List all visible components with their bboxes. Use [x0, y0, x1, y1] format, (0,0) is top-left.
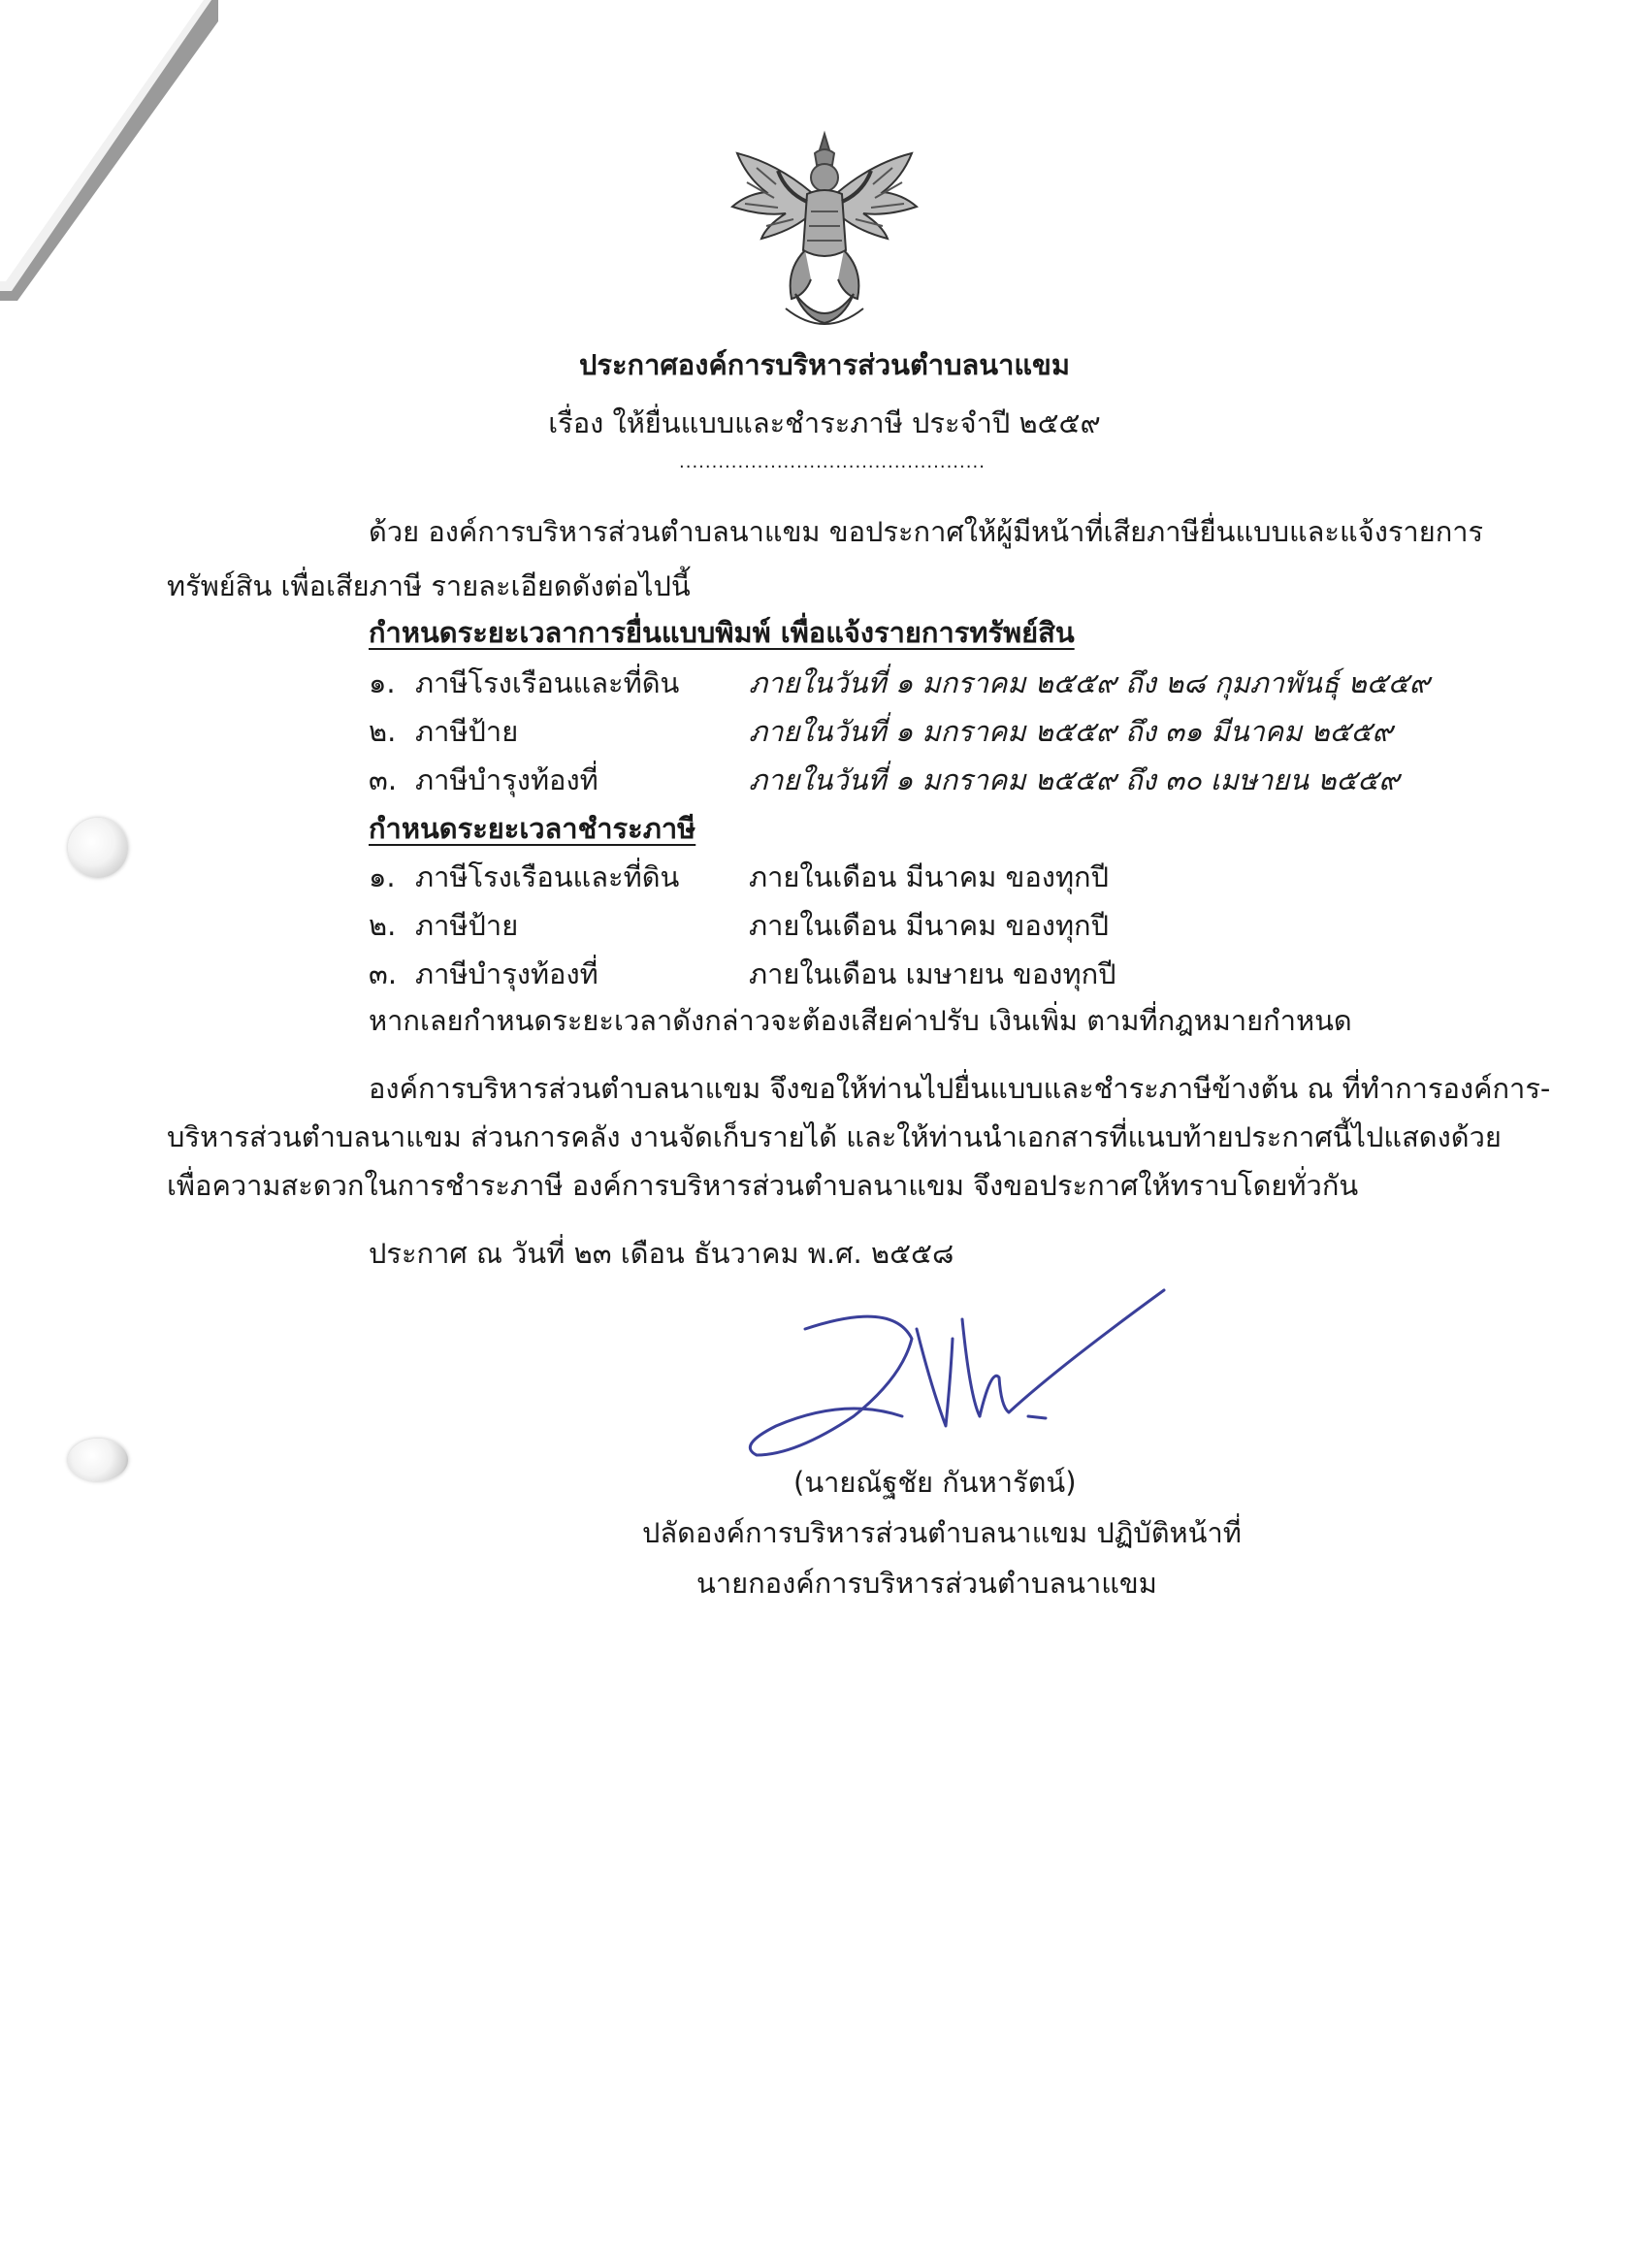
- filing-item-period: ภายในวันที่ ๑ มกราคม ๒๕๕๙ ถึง ๓๑ มีนาคม ๒๕๕๙: [749, 715, 1393, 748]
- announcement-title: ประกาศองค์การบริหารส่วนตำบลนาแขม: [578, 348, 1070, 381]
- payment-section-heading: กำหนดระยะเวลาชำระภาษี: [369, 812, 696, 845]
- payment-item-tax: ๓. ภาษีบำรุงท้องที่: [369, 957, 598, 990]
- filing-item-period: ภายในวันที่ ๑ มกราคม ๒๕๕๙ ถึง ๒๘ กุมภาพันธุ์ ๒๕๕๙: [749, 666, 1431, 699]
- filing-item: [369, 712, 1436, 751]
- payment-item: [369, 955, 1436, 993]
- announcement-subject: เรื่อง ให้ยื่นแบบและชำระภาษี ประจำปี ๒๕๕๙: [548, 406, 1101, 439]
- filing-item: [369, 664, 1436, 702]
- intro-line-2: ทรัพย์สิน เพื่อเสียภาษี รายละเอียดดังต่อไปนี้: [167, 569, 691, 602]
- filing-item-period: ภายในวันที่ ๑ มกราคม ๒๕๕๙ ถึง ๓๐ เมษายน ๒๕๕๙: [749, 763, 1400, 796]
- signatory-position-2: นายกองค์การบริหารส่วนตำบลนาแขม: [696, 1567, 1157, 1600]
- body-line-2: บริหารส่วนตำบลนาแขม ส่วนการคลัง งานจัดเก็บรายได้ และให้ท่านนำเอกสารที่แนบท้ายประกาศนี้ไปแสดงด้วย: [167, 1120, 1502, 1153]
- intro-line-1: ด้วย องค์การบริหารส่วนตำบลนาแขม ขอประกาศให้ผู้มีหน้าที่เสียภาษียื่นแบบและแจ้งรายการ: [369, 515, 1484, 548]
- handwritten-signature: [737, 1271, 1183, 1484]
- signatory-name: (นายณัฐชัย กันหารัตน์): [793, 1466, 1077, 1499]
- punch-hole-top: [68, 818, 128, 878]
- signatory-position-1: ปลัดองค์การบริหารส่วนตำบลนาแขม ปฏิบัติหน้าที่: [642, 1516, 1242, 1549]
- announce-date: ประกาศ ณ วันที่ ๒๓ เดือน ธันวาคม พ.ศ. ๒๕๕๘: [369, 1237, 954, 1270]
- payment-item-tax: ๑. ภาษีโรงเรือนและที่ดิน: [369, 860, 680, 893]
- payment-item: [369, 858, 1436, 896]
- payment-item-tax: ๒. ภาษีป้าย: [369, 909, 519, 942]
- body-line-3: เพื่อความสะดวกในการชำระภาษี องค์การบริหารส่วนตำบลนาแขม จึงขอประกาศให้ทราบโดยทั่วกัน: [167, 1169, 1359, 1202]
- body-line-1: องค์การบริหารส่วนตำบลนาแขม จึงขอให้ท่านไปยื่นแบบและชำระภาษีข้างต้น ณ ที่ทำการองค์การ-: [369, 1072, 1551, 1105]
- penalty-note: หากเลยกำหนดระยะเวลาดังกล่าวจะต้องเสียค่าปรับ เงินเพิ่ม ตามที่กฎหมายกำหนด: [369, 1004, 1352, 1037]
- payment-item-period: ภายในเดือน มีนาคม ของทุกปี: [749, 909, 1110, 942]
- filing-section-heading: กำหนดระยะเวลาการยื่นแบบพิมพ์ เพื่อแจ้งรายการทรัพย์สิน: [369, 616, 1075, 649]
- filing-item-tax: ๓. ภาษีบำรุงท้องที่: [369, 763, 598, 796]
- garuda-emblem: [718, 124, 931, 338]
- filing-item-tax: ๒. ภาษีป้าย: [369, 715, 519, 748]
- page-fold-corner: [0, 0, 233, 320]
- payment-item-period: ภายในเดือน มีนาคม ของทุกปี: [749, 860, 1110, 893]
- payment-item-period: ภายในเดือน เมษายน ของทุกปี: [749, 957, 1116, 990]
- punch-hole-bottom: [68, 1439, 128, 1481]
- filing-item: [369, 761, 1436, 799]
- payment-item: [369, 906, 1436, 945]
- title-divider: ...............................................: [679, 452, 986, 472]
- filing-item-tax: ๑. ภาษีโรงเรือนและที่ดิน: [369, 666, 680, 699]
